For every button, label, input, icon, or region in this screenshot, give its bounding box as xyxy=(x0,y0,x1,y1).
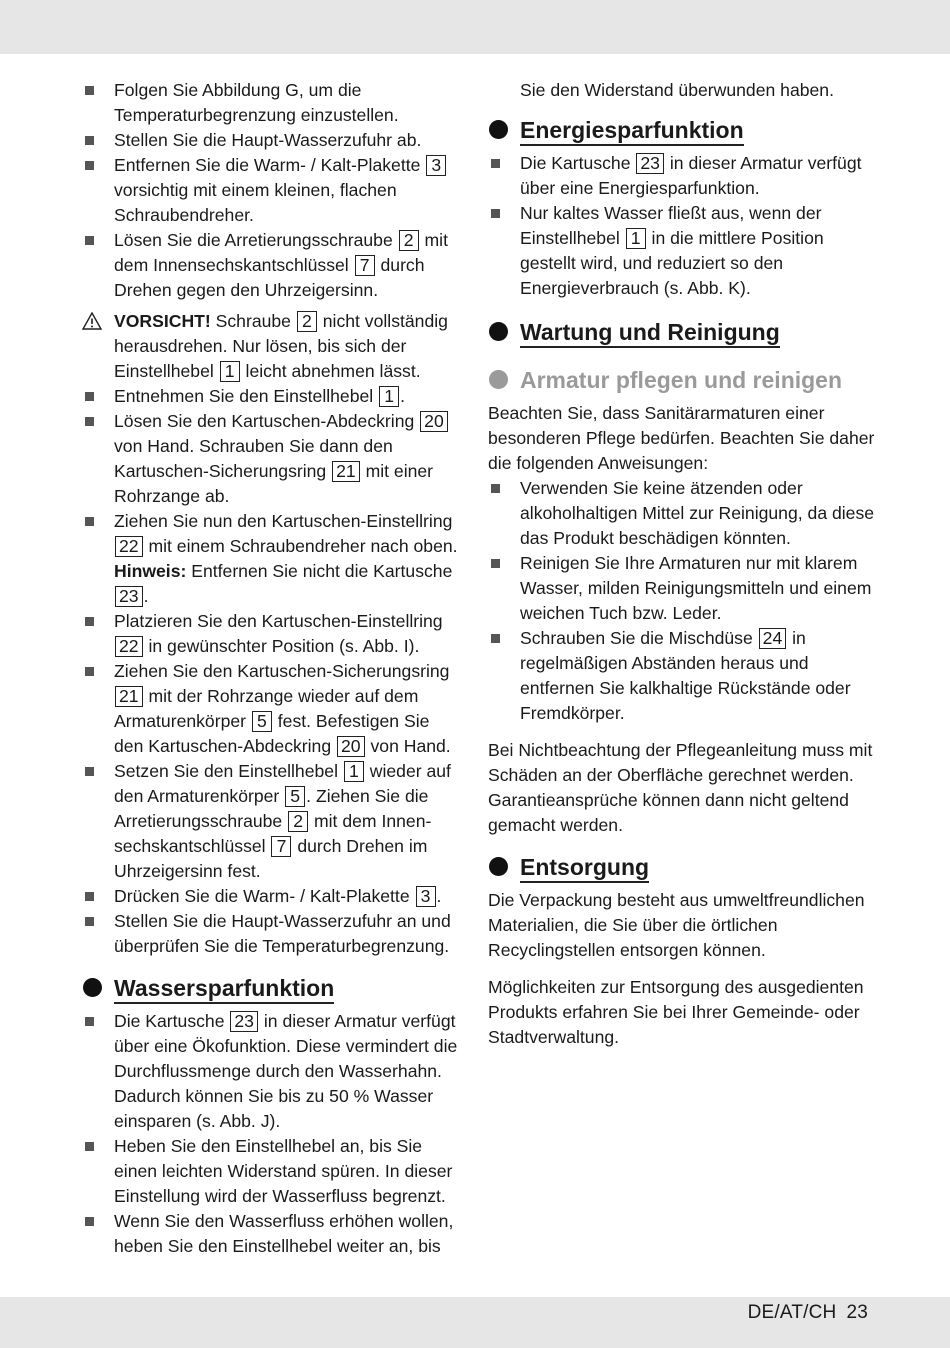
heading-text: Armatur pflegen und reinigen xyxy=(520,367,843,393)
text-run: vorsichtig mit einem kleinen, flachen Schraubendreher. xyxy=(114,180,397,225)
text-run: von Hand. xyxy=(365,736,451,756)
square-bullet-icon xyxy=(491,484,500,493)
part-number-box: 20 xyxy=(337,736,365,757)
bullet-dot-icon xyxy=(489,370,508,389)
section-heading-entsorgung xyxy=(488,852,878,882)
square-bullet-icon xyxy=(85,1217,94,1226)
heading-text: Wartung und Reinigung xyxy=(520,319,780,348)
emphasis-text: Hinweis: xyxy=(114,561,187,581)
text-run: Entnehmen Sie den Einstellhebel xyxy=(114,386,379,406)
bullet-dot-icon xyxy=(489,120,508,139)
list-item xyxy=(82,609,462,659)
text-run: mit dem Innen-sechskantschlüssel xyxy=(114,811,432,856)
part-number-box: 23 xyxy=(230,1011,258,1032)
bullet-dot-icon xyxy=(489,857,508,876)
text-run: nicht vollständig herausdrehen. Nur lösen, bis sich der Einstellhebel xyxy=(114,311,448,381)
bullet-dot-icon xyxy=(83,978,102,997)
text-run: in dieser Armatur verfügt über eine Ökofunktion. Diese vermindert die Durchflussmenge durch den Wasserhahn. Dadurch können Sie bis zu 50 % Wasser einsparen (s. Abb. J). xyxy=(114,1011,458,1131)
list-item xyxy=(488,551,878,626)
square-bullet-icon xyxy=(85,86,94,95)
list-item xyxy=(82,1134,462,1209)
text-run: Entfernen Sie die Warm- / Kalt-Plakette xyxy=(114,155,426,175)
text-run: . xyxy=(436,886,442,906)
page-footer xyxy=(748,1301,868,1325)
text-run: mit einer Rohrzange ab. xyxy=(114,461,434,506)
square-bullet-icon xyxy=(85,236,94,245)
part-number-box: 23 xyxy=(636,153,664,174)
text-run: . xyxy=(400,386,405,406)
instruction-list-a xyxy=(82,78,462,303)
text-run: . Ziehen Sie die Arretierungsschraube xyxy=(114,786,429,831)
text-run: Die Kartusche xyxy=(114,1011,230,1031)
text-run: Lösen Sie den Kartuschen-Abdeckring xyxy=(114,411,420,431)
part-number-box: 5 xyxy=(285,786,305,807)
list-item xyxy=(82,909,462,959)
text-run: Verwenden Sie keine ätzenden oder alkoholhaltigen Mittel zur Reinigung, da diese das Produkt beschädigen könnten. xyxy=(520,478,875,548)
list-item xyxy=(82,659,462,759)
square-bullet-icon xyxy=(85,617,94,626)
text-run: Schrauben Sie die Mischdüse xyxy=(520,628,758,648)
part-number-box: 3 xyxy=(426,155,446,176)
continuation-text: Sie den Widerstand überwunden haben. xyxy=(520,80,834,100)
heading-text: Wassersparfunktion xyxy=(114,975,334,1004)
square-bullet-icon xyxy=(85,917,94,926)
text-run: Folgen Sie Abbildung G, um die Temperaturbegrenzung einzustellen. xyxy=(114,80,399,125)
part-number-box: 24 xyxy=(759,628,787,649)
text-run: Wenn Sie den Wasserfluss erhöhen wollen, heben Sie den Einstellhebel weiter an, bis xyxy=(114,1211,454,1256)
warning-icon xyxy=(82,312,102,330)
square-bullet-icon xyxy=(491,209,500,218)
list-item xyxy=(82,153,462,228)
entsorgung-paragraph-2: Möglichkeiten zur Entsorgung des ausgedienten Produkts erfahren Sie bei Ihrer Gemeinde- oder Stadtverwaltung. xyxy=(488,977,864,1047)
square-bullet-icon xyxy=(85,1017,94,1026)
square-bullet-icon xyxy=(85,392,94,401)
part-number-box: 2 xyxy=(399,230,419,251)
list-item xyxy=(82,128,462,153)
part-number-box: 21 xyxy=(115,686,143,707)
square-bullet-icon xyxy=(85,667,94,676)
square-bullet-icon xyxy=(85,517,94,526)
list-item xyxy=(82,509,462,609)
text-run: in die mittlere Position gestellt wird, und reduziert so den Energieverbrauch (s. Abb. K). xyxy=(520,228,824,298)
section-heading-wartung xyxy=(488,317,878,347)
energie-list xyxy=(488,151,878,301)
part-number-box: 7 xyxy=(271,836,291,857)
pflege-paragraph: Bei Nichtbeachtung der Pflegeanleitung muss mit Schäden an der Oberfläche gerechnet werden. Garantieansprüche können dann nicht geltend gemacht werden. xyxy=(488,740,873,835)
section-heading-wassersparfunktion xyxy=(82,973,462,1003)
square-bullet-icon xyxy=(491,559,500,568)
text-run: Setzen Sie den Einstellhebel xyxy=(114,761,343,781)
list-item xyxy=(488,151,878,201)
part-number-box: 20 xyxy=(420,411,448,432)
list-item xyxy=(82,409,462,509)
list-item xyxy=(82,384,462,409)
text-run: wieder auf den Armaturenkörper xyxy=(114,761,451,806)
square-bullet-icon xyxy=(85,161,94,170)
part-number-box: 22 xyxy=(115,636,143,657)
text-run: Nur kaltes Wasser fließt aus, wenn der Einstellhebel xyxy=(520,203,822,248)
part-number-box: 1 xyxy=(220,361,240,382)
text-run: durch Drehen gegen den Uhrzeigersinn. xyxy=(114,255,425,300)
part-number-box: 21 xyxy=(332,461,360,482)
text-run: durch Drehen im Uhrzeigersinn fest. xyxy=(114,836,428,881)
list-item xyxy=(82,1009,462,1134)
text-run: Entfernen Sie nicht die Kartusche xyxy=(186,561,453,581)
square-bullet-icon xyxy=(491,159,500,168)
text-run: Die Kartusche xyxy=(520,153,636,173)
text-run: Ziehen Sie nun den Kartuschen-Einstellring xyxy=(114,511,453,531)
text-run: . xyxy=(143,586,149,606)
list-item xyxy=(82,759,462,884)
instruction-list-c xyxy=(82,1009,462,1259)
square-bullet-icon xyxy=(491,634,500,643)
text-run: Ziehen Sie den Kartuschen-Sicherungsring xyxy=(114,661,450,681)
armatur-list xyxy=(488,476,878,726)
warning-text xyxy=(114,311,448,381)
text-run: mit der Rohrzange wieder auf dem Armaturenkörper xyxy=(114,686,419,731)
warning-note xyxy=(82,309,462,384)
square-bullet-icon xyxy=(85,1142,94,1151)
right-column xyxy=(488,78,878,1050)
part-number-box: 2 xyxy=(288,811,308,832)
text-run: leicht abnehmen lässt. xyxy=(240,361,421,381)
emphasis-text: VORSICHT! xyxy=(114,311,211,331)
text-run: Lösen Sie die Arretierungsschraube xyxy=(114,230,398,250)
part-number-box: 2 xyxy=(297,311,317,332)
list-item xyxy=(488,626,878,726)
text-run: in gewünschter Position (s. Abb. I). xyxy=(143,636,420,656)
square-bullet-icon xyxy=(85,767,94,776)
top-bar xyxy=(0,0,950,54)
part-number-box: 1 xyxy=(626,228,646,249)
list-item xyxy=(82,78,462,128)
square-bullet-icon xyxy=(85,892,94,901)
text-run: in dieser Armatur verfügt über eine Energiesparfunktion. xyxy=(520,153,862,198)
part-number-box: 23 xyxy=(115,586,143,607)
footer-region: DE/AT/CH xyxy=(747,1302,837,1323)
text-run: Drücken Sie die Warm- / Kalt-Plakette xyxy=(114,886,415,906)
text-run: in regelmäßigen Abständen heraus und entfernen Sie kalkhaltige Rückstände oder Fremdkörper. xyxy=(520,628,851,723)
list-item xyxy=(82,884,462,909)
left-column xyxy=(82,78,462,1259)
list-item xyxy=(82,228,462,303)
text-run: Heben Sie den Einstellhebel an, bis Sie einen leichten Widerstand spüren. In dieser Einstellung wird der Wasserfluss begrenzt. xyxy=(114,1136,453,1206)
list-item xyxy=(488,201,878,301)
list-item xyxy=(488,476,878,551)
square-bullet-icon xyxy=(85,136,94,145)
part-number-box: 7 xyxy=(355,255,375,276)
part-number-box: 22 xyxy=(115,536,143,557)
armatur-paragraph: Beachten Sie, dass Sanitärarmaturen einer besonderen Pflege bedürfen. Beachten Sie daher die folgenden Anweisungen: xyxy=(488,403,875,473)
part-number-box: 1 xyxy=(379,386,399,407)
part-number-box: 1 xyxy=(344,761,364,782)
heading-text: Entsorgung xyxy=(520,854,649,883)
list-item xyxy=(82,1209,462,1259)
text-run: von Hand. Schrauben Sie dann den Kartuschen-Sicherungsring xyxy=(114,436,393,481)
page-number: 23 xyxy=(846,1302,868,1323)
entsorgung-paragraph-1: Die Verpackung besteht aus umweltfreundlichen Materialien, die Sie über die örtlichen Recyclingstellen entsorgen können. xyxy=(488,890,865,960)
heading-text: Energiesparfunktion xyxy=(520,117,744,146)
text-run: Stellen Sie die Haupt-Wasserzufuhr an und überprüfen Sie die Temperaturbegrenzung. xyxy=(114,911,451,956)
text-run: mit einem Schraubendreher nach oben. xyxy=(143,536,458,556)
square-bullet-icon xyxy=(85,417,94,426)
text-run: Platzieren Sie den Kartuschen-Einstellring xyxy=(114,611,443,631)
part-number-box: 3 xyxy=(416,886,436,907)
section-heading-energiesparfunktion xyxy=(488,115,878,145)
text-run: mit dem Innensechskantschlüssel xyxy=(114,230,448,275)
part-number-box: 5 xyxy=(252,711,272,732)
text-run: Schraube xyxy=(210,311,296,331)
instruction-list-b xyxy=(82,384,462,959)
text-run: fest. Befestigen Sie den Kartuschen-Abdeckring xyxy=(114,711,430,756)
subsection-heading-armatur xyxy=(488,365,878,395)
text-run: Stellen Sie die Haupt-Wasserzufuhr ab. xyxy=(114,130,422,150)
text-run: Reinigen Sie Ihre Armaturen nur mit klarem Wasser, milden Reinigungsmitteln und einem weichen Tuch bzw. Leder. xyxy=(520,553,872,623)
bullet-dot-icon xyxy=(489,322,508,341)
